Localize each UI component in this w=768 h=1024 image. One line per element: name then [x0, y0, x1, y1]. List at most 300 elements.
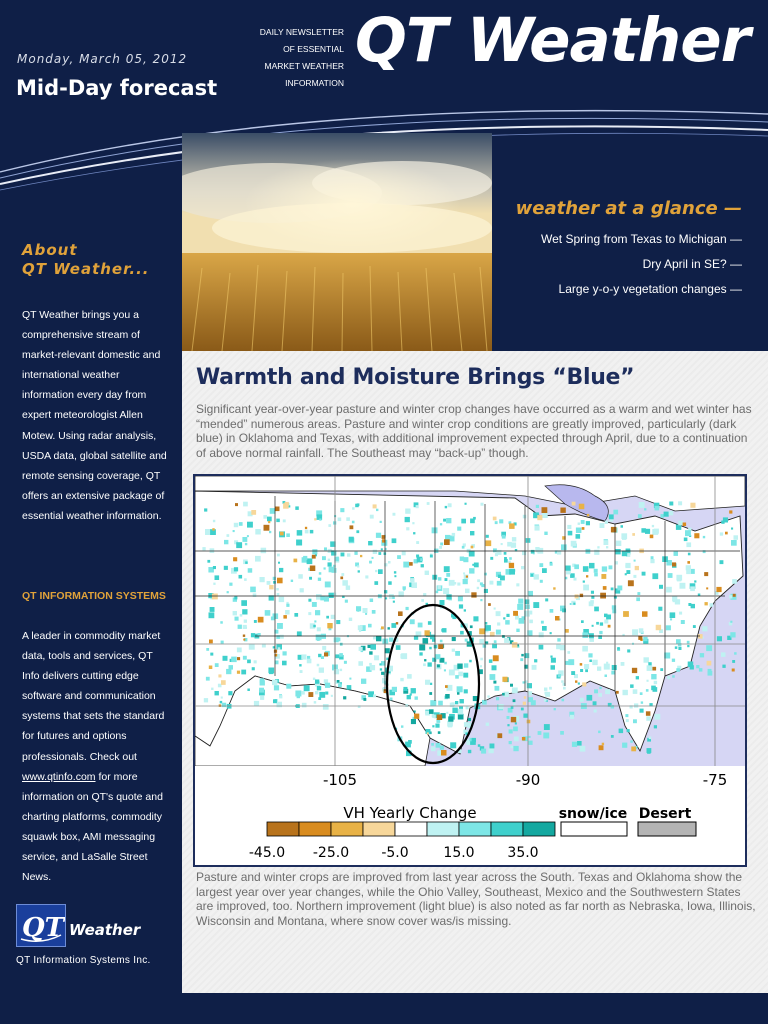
vegetation-pixel — [305, 530, 309, 534]
glance-item: Wet Spring from Texas to Michigan — — [541, 232, 742, 246]
vegetation-pixel — [525, 604, 530, 609]
vegetation-pixel — [269, 531, 271, 533]
vegetation-pixel — [337, 638, 341, 642]
vegetation-pixel — [489, 748, 494, 753]
vegetation-pixel — [376, 533, 381, 538]
vegetation-pixel — [420, 558, 423, 561]
vegetation-pixel — [350, 525, 354, 529]
vegetation-pixel — [591, 591, 594, 594]
vegetation-pixel — [309, 577, 312, 580]
vegetation-pixel — [648, 662, 651, 665]
vegetation-pixel — [679, 612, 682, 615]
legend-swatch — [491, 822, 523, 836]
vegetation-pixel — [716, 587, 721, 592]
vegetation-pixel — [549, 687, 552, 690]
vegetation-pixel — [307, 558, 313, 564]
vegetation-pixel — [215, 575, 220, 580]
vegetation-pixel — [684, 538, 688, 542]
vegetation-pixel — [704, 572, 708, 576]
vegetation-pixel — [474, 563, 479, 568]
vegetation-pixel — [388, 561, 391, 564]
vegetation-pixel — [457, 692, 460, 695]
vegetation-pixel — [212, 528, 214, 530]
vegetation-pixel — [641, 701, 643, 703]
vegetation-pixel — [308, 599, 311, 602]
vegetation-pixel — [632, 629, 638, 635]
vegetation-pixel — [480, 665, 482, 667]
vegetation-pixel — [732, 669, 735, 672]
vegetation-pixel — [468, 718, 471, 721]
vegetation-pixel — [231, 657, 237, 663]
vegetation-pixel — [511, 746, 514, 749]
vegetation-pixel — [691, 604, 695, 608]
vegetation-pixel — [606, 546, 608, 548]
vegetation-pixel — [493, 517, 497, 521]
vegetation-pixel — [322, 646, 326, 650]
vegetation-pixel — [297, 530, 303, 536]
vegetation-pixel — [251, 633, 255, 637]
vegetation-pixel — [408, 740, 412, 744]
vegetation-pixel — [621, 525, 624, 528]
vegetation-pixel — [545, 598, 548, 601]
vegetation-pixel — [423, 663, 426, 666]
vegetation-pixel — [373, 550, 377, 554]
vegetation-pixel — [503, 617, 505, 619]
vegetation-pixel — [331, 615, 335, 619]
vegetation-pixel — [259, 688, 264, 693]
vegetation-pixel — [218, 684, 222, 688]
vegetation-pixel — [609, 565, 613, 569]
vegetation-pixel — [597, 546, 599, 548]
vegetation-pixel — [582, 682, 586, 686]
vegetation-pixel — [565, 629, 569, 633]
vegetation-pixel — [731, 528, 733, 530]
vegetation-pixel — [572, 502, 576, 506]
vegetation-pixel — [234, 596, 237, 599]
vegetation-pixel — [465, 589, 470, 594]
vegetation-pixel — [241, 670, 246, 675]
vegetation-pixel — [305, 527, 307, 529]
vegetation-pixel — [248, 568, 253, 573]
vegetation-pixel — [319, 668, 324, 673]
vegetation-pixel — [604, 540, 609, 545]
vegetation-pixel — [586, 575, 588, 577]
vegetation-pixel — [542, 568, 547, 573]
vegetation-pixel — [325, 683, 330, 688]
vegetation-pixel — [567, 651, 570, 654]
vegetation-pixel — [340, 508, 344, 512]
vegetation-pixel — [469, 568, 474, 573]
vegetation-pixel — [345, 600, 348, 603]
vegetation-pixel — [676, 639, 681, 644]
vegetation-pixel — [683, 523, 687, 527]
vegetation-pixel — [328, 524, 331, 527]
vegetation-pixel — [646, 711, 651, 716]
vegetation-pixel — [265, 610, 271, 616]
vegetation-pixel — [504, 638, 509, 643]
vegetation-pixel — [487, 695, 489, 697]
vegetation-pixel — [310, 566, 316, 572]
vegetation-pixel — [401, 725, 403, 727]
vegetation-pixel — [252, 667, 255, 670]
vegetation-pixel — [594, 550, 599, 555]
vegetation-pixel — [254, 620, 257, 623]
vegetation-pixel — [448, 716, 453, 721]
vegetation-pixel — [451, 702, 455, 706]
vegetation-pixel — [479, 628, 485, 634]
vegetation-pixel — [378, 569, 383, 574]
vegetation-pixel — [272, 680, 278, 686]
vegetation-pixel — [466, 576, 468, 578]
vegetation-pixel — [421, 564, 424, 567]
vegetation-pixel — [690, 503, 695, 508]
vegetation-pixel — [527, 720, 531, 724]
vegetation-pixel — [493, 681, 496, 684]
vegetation-pixel — [538, 731, 542, 735]
vegetation-pixel — [310, 530, 314, 534]
vegetation-pixel — [245, 543, 247, 545]
vegetation-pixel — [403, 562, 409, 568]
vegetation-pixel — [550, 632, 552, 634]
vegetation-pixel — [326, 616, 329, 619]
vegetation-pixel — [694, 533, 699, 538]
vegetation-pixel — [213, 583, 215, 585]
vegetation-pixel — [315, 610, 320, 615]
vegetation-pixel — [369, 561, 372, 564]
vegetation-pixel — [388, 581, 392, 585]
vegetation-pixel — [580, 669, 583, 672]
vegetation-pixel — [339, 653, 343, 657]
vegetation-pixel — [598, 731, 601, 734]
vegetation-pixel — [732, 660, 735, 663]
vegetation-pixel — [237, 648, 242, 653]
vegetation-pixel — [469, 551, 475, 557]
vegetation-pixel — [237, 657, 240, 660]
vegetation-pixel — [482, 700, 487, 705]
legend-value: 15.0 — [443, 845, 475, 861]
vegetation-pixel — [365, 613, 367, 615]
vegetation-pixel — [700, 653, 704, 657]
vegetation-pixel — [604, 620, 608, 624]
edition-title: Mid-Day forecast — [16, 76, 218, 100]
vegetation-pixel — [394, 571, 396, 573]
vegetation-pixel — [428, 621, 432, 625]
vegetation-pixel — [300, 588, 304, 592]
vegetation-pixel — [680, 583, 686, 589]
vegetation-pixel — [518, 599, 523, 604]
vegetation-pixel — [260, 680, 265, 685]
vegetation-pixel — [276, 519, 280, 523]
vegetation-pixel — [452, 649, 455, 652]
vegetation-pixel — [279, 568, 283, 572]
vegetation-pixel — [361, 679, 366, 684]
vegetation-pixel — [415, 696, 418, 699]
vegetation-pixel — [374, 581, 378, 585]
vegetation-pixel — [605, 689, 610, 694]
vegetation-pixel — [611, 735, 614, 738]
vegetation-pixel — [693, 625, 696, 628]
vegetation-pixel — [460, 557, 464, 561]
vegetation-pixel — [483, 644, 487, 648]
vegetation-change-map — [193, 474, 747, 867]
vegetation-pixel — [647, 680, 649, 682]
vegetation-pixel — [308, 692, 313, 697]
vegetation-pixel — [297, 631, 302, 636]
vegetation-pixel — [312, 602, 317, 607]
vegetation-pixel — [495, 521, 498, 524]
vegetation-pixel — [458, 596, 463, 601]
vegetation-pixel — [363, 698, 366, 701]
vegetation-pixel — [264, 525, 270, 531]
vegetation-pixel — [317, 686, 321, 690]
vegetation-pixel — [589, 601, 594, 606]
vegetation-pixel — [521, 654, 524, 657]
vegetation-pixel — [241, 600, 247, 606]
vegetation-pixel — [600, 593, 606, 599]
vegetation-pixel — [481, 749, 486, 754]
vegetation-pixel — [635, 566, 639, 570]
vegetation-pixel — [490, 744, 495, 749]
vegetation-pixel — [224, 566, 228, 570]
vegetation-pixel — [502, 677, 507, 682]
vegetation-pixel — [438, 644, 443, 649]
vegetation-pixel — [407, 674, 412, 679]
vegetation-pixel — [611, 588, 614, 591]
vegetation-pixel — [633, 575, 636, 578]
vegetation-pixel — [228, 691, 232, 695]
vegetation-pixel — [512, 537, 516, 541]
vegetation-pixel — [702, 626, 707, 631]
snow-label: snow/ice — [558, 806, 628, 822]
vegetation-pixel — [233, 611, 237, 615]
vegetation-pixel — [295, 506, 299, 510]
vegetation-pixel — [601, 574, 606, 579]
vegetation-pixel — [213, 520, 215, 522]
vegetation-pixel — [622, 551, 627, 556]
vegetation-pixel — [277, 623, 283, 629]
vegetation-pixel — [465, 639, 468, 642]
vegetation-pixel — [494, 640, 497, 643]
vegetation-pixel — [633, 689, 638, 694]
vegetation-pixel — [354, 552, 357, 555]
vegetation-pixel — [461, 519, 466, 524]
vegetation-pixel — [710, 603, 714, 607]
info-text-part: A leader in commodity market data, tools and services, QT Info delivers cutting edge software and communication systems that sets the standard for futures and options professionals. Check out — [22, 630, 165, 763]
vegetation-pixel — [589, 660, 592, 663]
vegetation-pixel — [670, 612, 676, 618]
vegetation-pixel — [699, 668, 703, 672]
vegetation-pixel — [504, 557, 507, 560]
vegetation-pixel — [637, 592, 640, 595]
vegetation-pixel — [660, 668, 663, 671]
vegetation-pixel — [686, 565, 691, 570]
vegetation-pixel — [277, 593, 280, 596]
vegetation-pixel — [233, 530, 235, 532]
vegetation-pixel — [440, 640, 443, 643]
vegetation-pixel — [625, 573, 627, 575]
vegetation-pixel — [258, 617, 264, 623]
vegetation-pixel — [267, 517, 272, 522]
vegetation-pixel — [651, 686, 656, 691]
vegetation-pixel — [438, 577, 441, 580]
vegetation-pixel — [634, 703, 638, 707]
vegetation-pixel — [568, 659, 574, 665]
vegetation-pixel — [730, 621, 732, 623]
info-text-part: for more information on QT's quote and charting platforms, commodity squawk box, AMI messaging service, and LaSalle Street News. — [22, 770, 163, 884]
vegetation-pixel — [668, 573, 673, 578]
vegetation-pixel — [373, 694, 376, 697]
vegetation-pixel — [675, 646, 678, 649]
vegetation-pixel — [406, 527, 409, 530]
vegetation-pixel — [612, 605, 616, 609]
vegetation-pixel — [459, 604, 463, 608]
vegetation-pixel — [602, 743, 604, 745]
vegetation-pixel — [238, 625, 242, 629]
vegetation-pixel — [480, 599, 482, 601]
vegetation-pixel — [424, 659, 426, 661]
vegetation-pixel — [599, 687, 601, 689]
vegetation-pixel — [405, 704, 408, 707]
vegetation-pixel — [655, 506, 660, 511]
vegetation-pixel — [384, 590, 387, 593]
vegetation-pixel — [529, 620, 533, 624]
vegetation-pixel — [602, 566, 607, 571]
vegetation-pixel — [397, 555, 401, 559]
vegetation-pixel — [612, 609, 616, 613]
vegetation-pixel — [328, 562, 332, 566]
vegetation-pixel — [598, 693, 602, 697]
vegetation-pixel — [706, 645, 712, 651]
vegetation-pixel — [239, 522, 243, 526]
vegetation-pixel — [247, 689, 250, 692]
legend-swatch — [331, 822, 363, 836]
vegetation-pixel — [435, 654, 440, 659]
vegetation-pixel — [227, 534, 230, 537]
vegetation-pixel — [612, 665, 617, 670]
vegetation-pixel — [206, 677, 210, 681]
vegetation-pixel — [582, 527, 585, 530]
vegetation-pixel — [561, 680, 564, 683]
vegetation-pixel — [678, 521, 683, 526]
vegetation-pixel — [313, 625, 316, 628]
qtinfo-link[interactable]: www.qtinfo.com — [22, 770, 96, 783]
vegetation-pixel — [685, 530, 691, 536]
vegetation-pixel — [458, 672, 463, 677]
vegetation-pixel — [611, 671, 615, 675]
vegetation-pixel — [314, 518, 316, 520]
vegetation-pixel — [604, 664, 610, 670]
vegetation-pixel — [639, 502, 645, 508]
vegetation-pixel — [331, 695, 333, 697]
vegetation-pixel — [221, 641, 224, 644]
vegetation-pixel — [439, 546, 442, 549]
vegetation-pixel — [416, 541, 419, 544]
vegetation-pixel — [619, 729, 624, 734]
vegetation-pixel — [223, 656, 228, 661]
vegetation-pixel — [539, 632, 544, 637]
vegetation-pixel — [313, 678, 315, 680]
vegetation-pixel — [554, 708, 556, 710]
vegetation-pixel — [240, 614, 243, 617]
vegetation-pixel — [672, 675, 675, 678]
vegetation-pixel — [247, 522, 253, 528]
vegetation-pixel — [274, 650, 277, 653]
vegetation-pixel — [457, 583, 460, 586]
vegetation-pixel — [356, 606, 361, 611]
vegetation-pixel — [393, 601, 395, 603]
vegetation-pixel — [369, 651, 372, 654]
vegetation-pixel — [283, 519, 286, 522]
vegetation-pixel — [720, 560, 724, 564]
vegetation-pixel — [644, 657, 649, 662]
vegetation-pixel — [243, 639, 245, 641]
vegetation-pixel — [283, 615, 287, 619]
vegetation-pixel — [302, 703, 307, 708]
vegetation-pixel — [207, 560, 210, 563]
vegetation-pixel — [209, 612, 215, 618]
vegetation-pixel — [376, 509, 378, 511]
vegetation-pixel — [430, 555, 433, 558]
legend-value: -45.0 — [248, 845, 286, 861]
vegetation-pixel — [402, 551, 406, 555]
vegetation-pixel — [234, 567, 238, 571]
vegetation-pixel — [392, 687, 397, 692]
vegetation-pixel — [497, 622, 500, 625]
vegetation-pixel — [580, 698, 584, 702]
vegetation-pixel — [544, 724, 550, 730]
vegetation-pixel — [515, 722, 517, 724]
vegetation-pixel — [459, 688, 463, 692]
vegetation-pixel — [278, 647, 281, 650]
vegetation-pixel — [537, 515, 542, 520]
vegetation-pixel — [640, 709, 644, 713]
vegetation-pixel — [531, 550, 535, 554]
vegetation-pixel — [327, 623, 332, 628]
vegetation-pixel — [646, 716, 651, 721]
vegetation-pixel — [481, 503, 484, 506]
logo-letters: QT — [22, 913, 64, 943]
vegetation-pixel — [609, 514, 614, 519]
vegetation-pixel — [708, 671, 713, 676]
vegetation-pixel — [542, 512, 548, 518]
vegetation-pixel — [431, 743, 434, 746]
vegetation-pixel — [414, 711, 416, 713]
vegetation-pixel — [370, 644, 376, 650]
vegetation-pixel — [706, 587, 708, 589]
vegetation-pixel — [707, 661, 712, 666]
vegetation-pixel — [551, 665, 556, 670]
vegetation-pixel — [586, 521, 590, 525]
vegetation-pixel — [430, 700, 436, 706]
vegetation-pixel — [676, 525, 681, 530]
vegetation-pixel — [528, 611, 532, 615]
bottom-bar — [0, 993, 768, 1024]
vegetation-pixel — [540, 580, 543, 583]
vegetation-pixel — [277, 554, 280, 557]
vegetation-pixel — [206, 648, 209, 651]
vegetation-pixel — [338, 518, 342, 522]
vegetation-pixel — [418, 623, 423, 628]
vegetation-pixel — [210, 607, 215, 612]
vegetation-pixel — [437, 715, 443, 721]
vegetation-pixel — [452, 533, 455, 536]
vegetation-pixel — [521, 566, 524, 569]
vegetation-pixel — [336, 654, 340, 658]
vegetation-pixel — [373, 637, 376, 640]
vegetation-pixel — [388, 627, 390, 629]
vegetation-pixel — [469, 660, 472, 663]
vegetation-pixel — [723, 517, 728, 522]
